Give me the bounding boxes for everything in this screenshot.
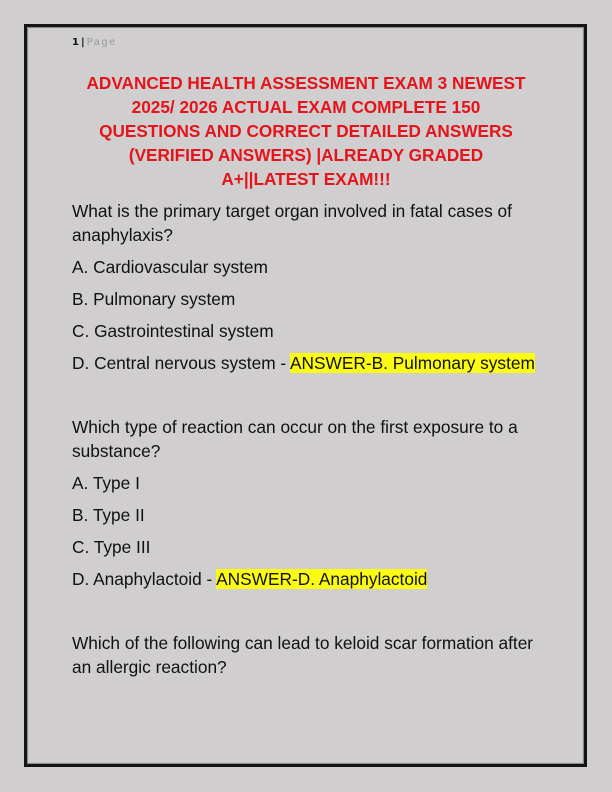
option-c: C. Type III bbox=[72, 537, 151, 557]
question-text: Which of the following can lead to keloid scar formation after an allergic reaction? bbox=[72, 633, 534, 677]
highlighted-answer: ANSWER-B. Pulmonary system bbox=[290, 353, 535, 373]
option-b: B. Pulmonary system bbox=[72, 289, 236, 309]
title-line: A+||LATEST EXAM!!! bbox=[221, 169, 391, 189]
option-d-with-answer bbox=[72, 567, 547, 591]
page-number-header bbox=[72, 37, 117, 48]
question-block-3 bbox=[72, 631, 547, 679]
option-a: A. Type I bbox=[72, 473, 140, 493]
question-block-1 bbox=[72, 199, 547, 375]
question-block-2 bbox=[72, 415, 547, 591]
option-c: C. Gastrointestinal system bbox=[72, 321, 274, 341]
document-body bbox=[72, 199, 547, 687]
title-line: QUESTIONS AND CORRECT DETAILED ANSWERS bbox=[99, 121, 513, 141]
option-b: B. Type II bbox=[72, 505, 145, 525]
question-spacer bbox=[72, 599, 547, 631]
option-d: D. Anaphylactoid - bbox=[72, 569, 217, 589]
page-number: 1 bbox=[72, 37, 79, 48]
question-spacer bbox=[72, 383, 547, 415]
page-label: Page bbox=[86, 37, 117, 48]
option-a: A. Cardiovascular system bbox=[72, 257, 268, 277]
option-d-with-answer bbox=[72, 351, 547, 375]
highlighted-answer: ANSWER-D. Anaphylactoid bbox=[216, 569, 428, 589]
title-line: ADVANCED HEALTH ASSESSMENT EXAM 3 NEWEST bbox=[86, 73, 526, 93]
question-text: What is the primary target organ involved in fatal cases of anaphylaxis? bbox=[72, 201, 512, 245]
page-separator: | bbox=[80, 37, 85, 48]
title-line: 2025/ 2026 ACTUAL EXAM COMPLETE 150 bbox=[131, 97, 481, 117]
question-text: Which type of reaction can occur on the first exposure to a substance? bbox=[72, 417, 518, 461]
title-line: (VERIFIED ANSWERS) |ALREADY GRADED bbox=[128, 145, 484, 165]
option-d: D. Central nervous system - bbox=[72, 353, 291, 373]
document-title bbox=[60, 71, 552, 191]
